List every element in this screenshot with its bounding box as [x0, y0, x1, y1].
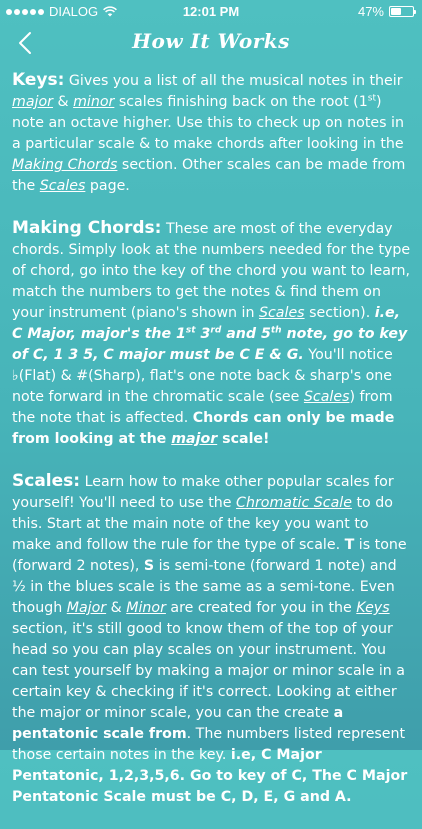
major-link[interactable]: major: [12, 94, 53, 110]
text: is semi-tone (forward 1 note) and ½ in the blues scale is the same as a semi-tone. Even though: [12, 558, 397, 616]
emphasis-text: Chords can only be made from looking at the: [12, 410, 395, 447]
superscript: st: [367, 93, 376, 104]
text: is tone (forward 2 notes),: [12, 537, 407, 574]
keys-heading: Keys:: [12, 70, 65, 90]
text: ) note an octave higher. Use this to check up on notes in a particular scale & to make chords after looking in the: [12, 94, 404, 152]
nav-bar: [0, 22, 422, 64]
major-link[interactable]: Major: [66, 600, 107, 616]
scales-section: [12, 471, 412, 808]
text: section. Other scales can be made from the: [12, 157, 406, 194]
status-bar: [0, 0, 422, 22]
making-chords-heading: Making Chords:: [12, 218, 162, 238]
text: scales finishing back on the root (1: [114, 94, 368, 110]
superscript: rd: [210, 325, 222, 336]
example-text: note, go to key of C, 1 3 5, C major must be C E & G.: [12, 326, 408, 363]
text: Gives you a list of all the musical notes in their: [64, 73, 403, 89]
battery-icon: [389, 6, 414, 17]
example-text: 3: [195, 326, 211, 342]
scales-link[interactable]: Scales: [39, 178, 86, 194]
content-text: [12, 70, 412, 829]
text: ) from the note that is affected.: [12, 389, 393, 426]
scales-link[interactable]: Scales: [259, 305, 305, 321]
making-chords-section: [12, 218, 412, 450]
text: section, it's still good to know them of the top of your head so you can play scales on your instrument. You can test yourself by making a major or minor scale in a certain key & checking if it's correct. Looking at either the major or minor scale, you can the create: [12, 621, 405, 721]
status-time: 12:01 PM: [182, 4, 240, 19]
text: are created for you in the: [165, 600, 357, 616]
emphasis-text: a pentatonic scale from: [12, 705, 344, 742]
text: to do this. Start at the main note of the key you want to make and follow the rule for the type of scale.: [12, 495, 393, 553]
text: . The numbers listed represent those certain notes in the key.: [12, 726, 406, 763]
major-link[interactable]: major: [171, 431, 218, 447]
minor-link[interactable]: Minor: [126, 600, 166, 616]
text: You'll notice ♭(Flat) & #(Sharp), flat's one note back & sharp's one note forward in the chromatic scale (see: [12, 347, 393, 405]
chromatic-scale-link[interactable]: Chromatic Scale: [236, 495, 352, 511]
text: &: [52, 94, 74, 110]
battery-percent: 47%: [357, 4, 384, 19]
scales-link[interactable]: Scales: [303, 389, 350, 405]
minor-link[interactable]: minor: [73, 94, 115, 110]
carrier-name: DIALOG: [49, 4, 99, 19]
scales-heading: Scales:: [12, 471, 81, 491]
example-text: i.e, C Major Pentatonic, 1,2,3,5,6. Go to key of C, The C Major Pentatonic Scale must be C, D, E, G and A.: [12, 747, 408, 805]
making-chords-link[interactable]: Making Chords: [12, 157, 118, 173]
superscript: th: [270, 325, 282, 336]
text: Learn how to make other popular scales for yourself! You'll need to use the: [12, 474, 394, 511]
page-title: How It Works: [132, 29, 290, 53]
superscript: st: [185, 325, 196, 336]
keys-section: [12, 70, 412, 197]
emphasis-text: S: [143, 558, 155, 574]
text: section).: [304, 305, 375, 321]
text: page.: [85, 178, 130, 194]
emphasis-text: scale!: [217, 431, 270, 447]
text: &: [106, 600, 127, 616]
example-text: i.e, C Major, major's the 1: [12, 305, 400, 342]
emphasis-text: T: [344, 537, 355, 553]
text: These are most of the everyday chords. Simply look at the numbers needed for the type of chord, go into the key of the chord you want to learn, match the numbers to get the notes & find them on your instrument (piano's shown in: [12, 221, 411, 321]
keys-link[interactable]: Keys: [356, 600, 390, 616]
example-text: and 5: [221, 326, 271, 342]
battery-info: [358, 4, 414, 19]
